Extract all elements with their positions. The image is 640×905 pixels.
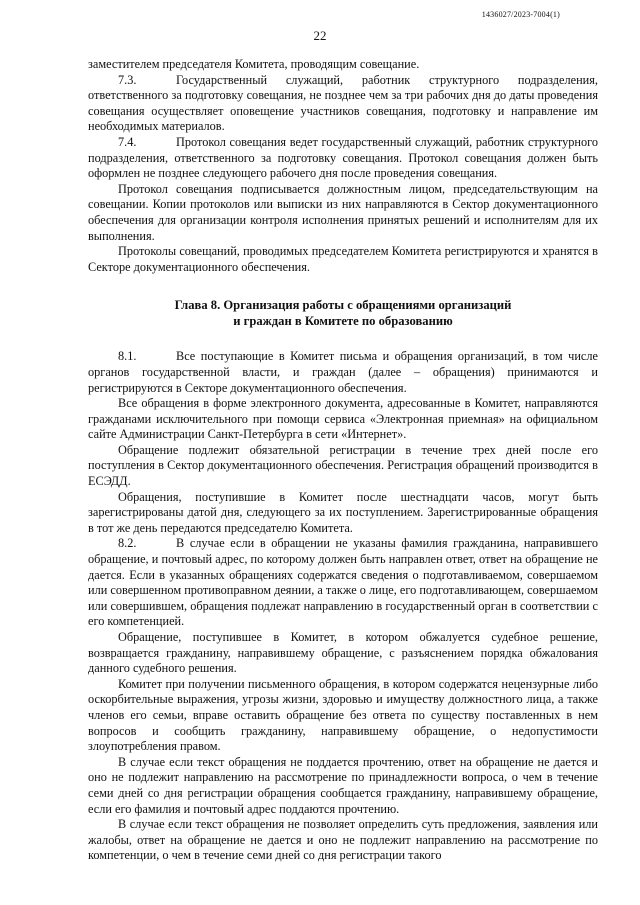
paragraph [88, 490, 598, 537]
paragraph-text: Протоколы совещаний, проводимых председателем Комитета регистрируются и хранятся в Секторе документационного обеспечения. [88, 244, 598, 274]
clause-number: 7.4. [118, 134, 137, 149]
chapter-heading-line-1: Глава 8. Организация работы с обращениями организаций [174, 298, 512, 313]
paragraph [88, 755, 598, 817]
paragraph [88, 57, 598, 73]
paragraph [88, 677, 598, 755]
paragraph [88, 817, 598, 864]
paragraph [88, 536, 598, 630]
paragraph [88, 349, 598, 396]
clause-number: 8.2. [118, 536, 137, 551]
paragraph-text: Обращение подлежит обязательной регистрации в течение трех дней после его поступления в Сектор документационного обеспечения. Регистрация обращений производится в ЕСЭДД. [88, 442, 598, 489]
document-body [88, 57, 598, 864]
page-number: 22 [313, 28, 327, 43]
paragraph [88, 630, 598, 677]
chapter-heading [88, 297, 598, 329]
paragraph-text: Все поступающие в Комитет письма и обращения организаций, в том числе органов государственной власти, и граждан (далее – обращения) принимаются и регистрируются в Секторе документационного обеспечения. [88, 349, 598, 395]
paragraph-text: Комитет при получении письменного обращения, в котором содержатся нецензурные либо оскорбительные выражения, угрозы жизни, здоровью и имуществу должностного лица, а также членов его семьи, вправе оставить обращение без ответа по существу поставленных в нем вопросов и сообщить гражданину, направившему обращение, о недопустимости злоупотребления правом. [88, 676, 598, 754]
paragraph-text: Протокол совещания ведет государственный служащий, работник структурного подразделения, ответственного за подготовку совещания. Протокол совещания должен быть оформлен не позднее следующего рабочего дня после проведения совещания. [88, 134, 598, 181]
paragraph-text: Протокол совещания подписывается должностным лицом, председательствующим на совещании. Копии протоколов или выписки из них направляются в Сектор документационного обеспечения для организации контроля исполнения принятых решений и исполнителям для их выполнения. [88, 181, 598, 243]
clause-number: 7.3. [118, 72, 137, 87]
paragraph [88, 135, 598, 182]
clause-number: 8.1. [118, 349, 137, 364]
paragraph-text: Обращения, поступившие в Комитет после шестнадцати часов, могут быть зарегистрированы датой дня, следующего за их поступлением. Зарегистрированные обращения в тот же день передаются председателю Комитета. [88, 489, 598, 535]
paragraph-text: Все обращения в форме электронного документа, адресованные в Комитет, направляются гражданами исключительного при помощи сервиса «Электронная приемная» на официальном сайте Администрации Санкт-Петербурга в сети «Интернет». [88, 396, 598, 442]
paragraph-text: В случае если текст обращения не поддается прочтению, ответ на обращение не дается и оно не подлежит направлению на рассмотрение по принадлежности вопроса, о чем в течение семи дней со дня регистрации обращения сообщается гражданину, направившему обращение, если его фамилия и почтовый адрес поддаются прочтению. [88, 754, 598, 816]
paragraph [88, 73, 598, 135]
paragraph-text: заместителем председателя Комитета, проводящим совещание. [88, 57, 420, 71]
paragraph [88, 182, 598, 244]
paragraph-text: В случае если в обращении не указаны фамилия гражданина, направившего обращение, и почтовый адрес, по которому должен быть направлен ответ, ответ на обращение не дается. Если в указанных обращениях содержатся сведения о подготавливаемом, совершаемом или совершенном противоправном деянии, а также о лице, его подготавливающем, совершаемом или совершившем, обращения подлежат направлению в государственный орган в соответствии с его компетенцией. [88, 536, 598, 629]
paragraph-text: Государственный служащий, работник структурного подразделения, ответственного за подготовку совещания, не позднее чем за три рабочих дня до даты проведения совещания осуществляет оповещение участников совещания, подготовку и направление им необходимых материалов. [88, 72, 598, 134]
document-id: 1436027/2023-7004(1) [481, 10, 560, 19]
paragraph-text: Обращение, поступившее в Комитет, в котором обжалуется судебное решение, возвращается гражданину, направившему обращение, с разъяснением порядка обжалования данного судебного решения. [88, 630, 598, 676]
paragraph [88, 244, 598, 275]
paragraph-text: В случае если текст обращения не позволяет определить суть предложения, заявления или жалобы, ответ на обращение не дается и оно не подлежит направлению на рассмотрение по компетенции, о чем в течение семи дней со дня регистрации такого [88, 817, 598, 863]
paragraph [88, 443, 598, 490]
section-7-text [88, 57, 598, 275]
paragraph [88, 396, 598, 443]
section-8-text [88, 349, 598, 864]
chapter-heading-line-2: и граждан в Комитете по образованию [233, 314, 453, 329]
